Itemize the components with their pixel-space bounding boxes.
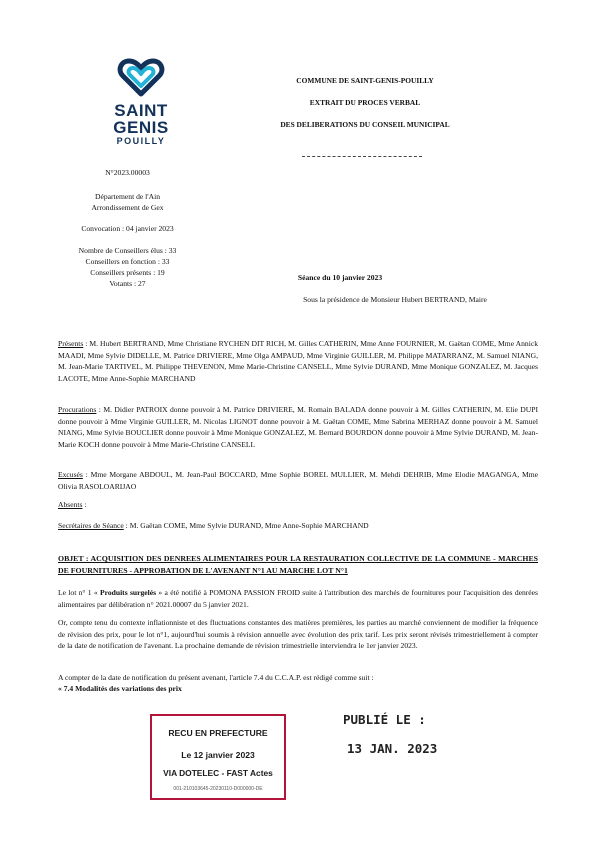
prefecture-reception-stamp [150, 714, 286, 800]
seance-date: Séance du 10 janvier 2023 [297, 273, 383, 282]
procurations-paragraph [58, 404, 538, 450]
paragraph-article-7-4: A compter de la date de notification du présent avenant, l'article 7.4 du C.C.A.P. est rédigé comme suit : [58, 673, 374, 682]
presents-list: : M. Hubert BERTRAND, Mme Christiane RYCHEN DIT RICH, M. Gilles CATHERIN, Mme Anne FOURNIER, M. Gaëtan COME, Mme Annick MAADI, Mme Sylvie DIDELLE, M. Patrice DRIVIERE, Mme Olga AMPAUD, Mme Virginie GUILLER, M. Philippe MATARRANZ, M. Samuel NIANG, M. Jean-Marie TARTIVEL, M. Philippe THEVENON, Mme Marie-Christine CANSELL, Mme Sylvie DURAND, Mme Monique GONZALEZ, M. Jacques LACOTE, Mme Anne-Sophie MARCHAND [58, 339, 538, 383]
absents-paragraph [58, 499, 538, 511]
absents-label: Absents [58, 500, 83, 509]
secretaires-paragraph [58, 520, 538, 532]
article-7-4-heading: « 7.4 Modalités des variations des prix [58, 684, 182, 693]
departement: Département de l'Ain [94, 192, 161, 201]
conseillers-elus: Nombre de Conseillers élus : 33 [78, 246, 177, 255]
convocation-date: Convocation : 04 janvier 2023 [81, 224, 174, 233]
votants: Votants : 27 [109, 279, 146, 288]
header-deliberations: DES DELIBERATIONS DU CONSEIL MUNICIPAL [280, 120, 450, 129]
stamp-reference: 001-210103645-20230110-D000000-DE [173, 786, 263, 792]
procurations-label: Procurations [58, 405, 97, 414]
para1-produits-surgeles: Produits surgelés [99, 588, 157, 597]
publie-le-date: 13 JAN. 2023 [347, 741, 438, 756]
stamp-via: VIA DOTELEC - FAST Actes [163, 768, 273, 778]
logo-text-saint: SAINT [114, 101, 168, 120]
para1-post: » a été notifié à POMONA PASSION FROID suite à l'attribution des marchés de fournitures pour l'acquisition des denrées alimentaires par délibération n° 2021.00007 du 5 janvier 2021. [58, 588, 539, 609]
saint-genis-pouilly-logo [96, 58, 186, 147]
absents-list: : [82, 500, 87, 509]
logo-text-genis: GENIS [113, 118, 169, 137]
seance-presidence: Sous la présidence de Monsieur Hubert BERTRAND, Maire [303, 295, 487, 304]
objet-title: OBJET : ACQUISITION DES DENREES ALIMENTAIRES POUR LA RESTAURATION COLLECTIVE DE LA COMMUNE - MARCHES DE FOURNITURES - APPROBATION DE L'AVENANT N°1 AU MARCHE LOT N°1 [58, 554, 538, 575]
deliberation-number: N°2023.00003 [105, 168, 150, 177]
stamp-date: Le 12 janvier 2023 [181, 750, 255, 760]
paragraph-lot-notification [58, 587, 538, 610]
excuses-label: Excusés [58, 470, 83, 479]
secretaires-label: Secrétaires de Séance [58, 521, 124, 530]
publie-le-label: PUBLIÉ LE : [343, 712, 426, 727]
excuses-list: : Mme Morgane ABDOUL, M. Jean-Paul BOCCARD, Mme Sophie BOREL MULLIER, M. Mehdi DEHRIB, Mme Elodie MAGANGA, Mme Olivia RASOLOARIJAO [58, 470, 538, 491]
presents-label: Présents [58, 339, 84, 348]
stamp-recu-prefecture: RECU EN PREFECTURE [168, 728, 268, 738]
arrondissement: Arrondissement de Gex [91, 203, 164, 212]
paragraph-revision-prix: Or, compte tenu du contexte inflationniste et des fluctuations constantes des matières premières, les parties au marché conviennent de modifier la fréquence de révision des prix, pour le lot n°1, aujourd'hui soumis à révision annuelle avec évolution des prix tarif. Les prix seront révisés trimestriellement à compter de la date de notification de l'avenant. La prochaine demande de révision trimestrielle interviendra le 1er janvier 2023. [58, 618, 538, 650]
para1-pre: Le lot n° 1 « [58, 588, 100, 597]
conseillers-presents: Conseillers présents : 19 [90, 268, 165, 277]
heart-logo-icon [117, 58, 165, 98]
conseillers-fonction: Conseillers en fonction : 33 [85, 257, 170, 266]
header-divider [302, 156, 422, 157]
logo-text-pouilly: POUILLY [116, 136, 166, 146]
header-commune: COMMUNE DE SAINT-GENIS-POUILLY [296, 76, 434, 85]
header-extrait: EXTRAIT DU PROCES VERBAL [309, 98, 421, 107]
secretaires-list: : M. Gaëtan COME, Mme Sylvie DURAND, Mme Anne-Sophie MARCHAND [123, 521, 369, 530]
presents-paragraph [58, 338, 538, 384]
excuses-paragraph [58, 469, 538, 492]
procurations-list: : M. Didier PATROIX donne pouvoir à M. Patrice DRIVIERE, M. Romain BALADA donne pouvoir à M. Gilles CATHERIN, M. Elie DUPI donne pouvoir à Mme Virginie GUILLER, M. Nicolas LIGNOT donne pouvoir à M. Gaëtan COME, Mme Sabrina MERHAZ donne pouvoir à M. Samuel NIANG, Mme Sylvie BOUCLIER donne pouvoir à Mme Monique GONZALEZ, M. Bernard BOURDON donne pouvoir à Mme Sylvie DURAND, M. Jean-Marie KOCH donne pouvoir à Mme Marie-Christine CANSELL [58, 405, 538, 449]
